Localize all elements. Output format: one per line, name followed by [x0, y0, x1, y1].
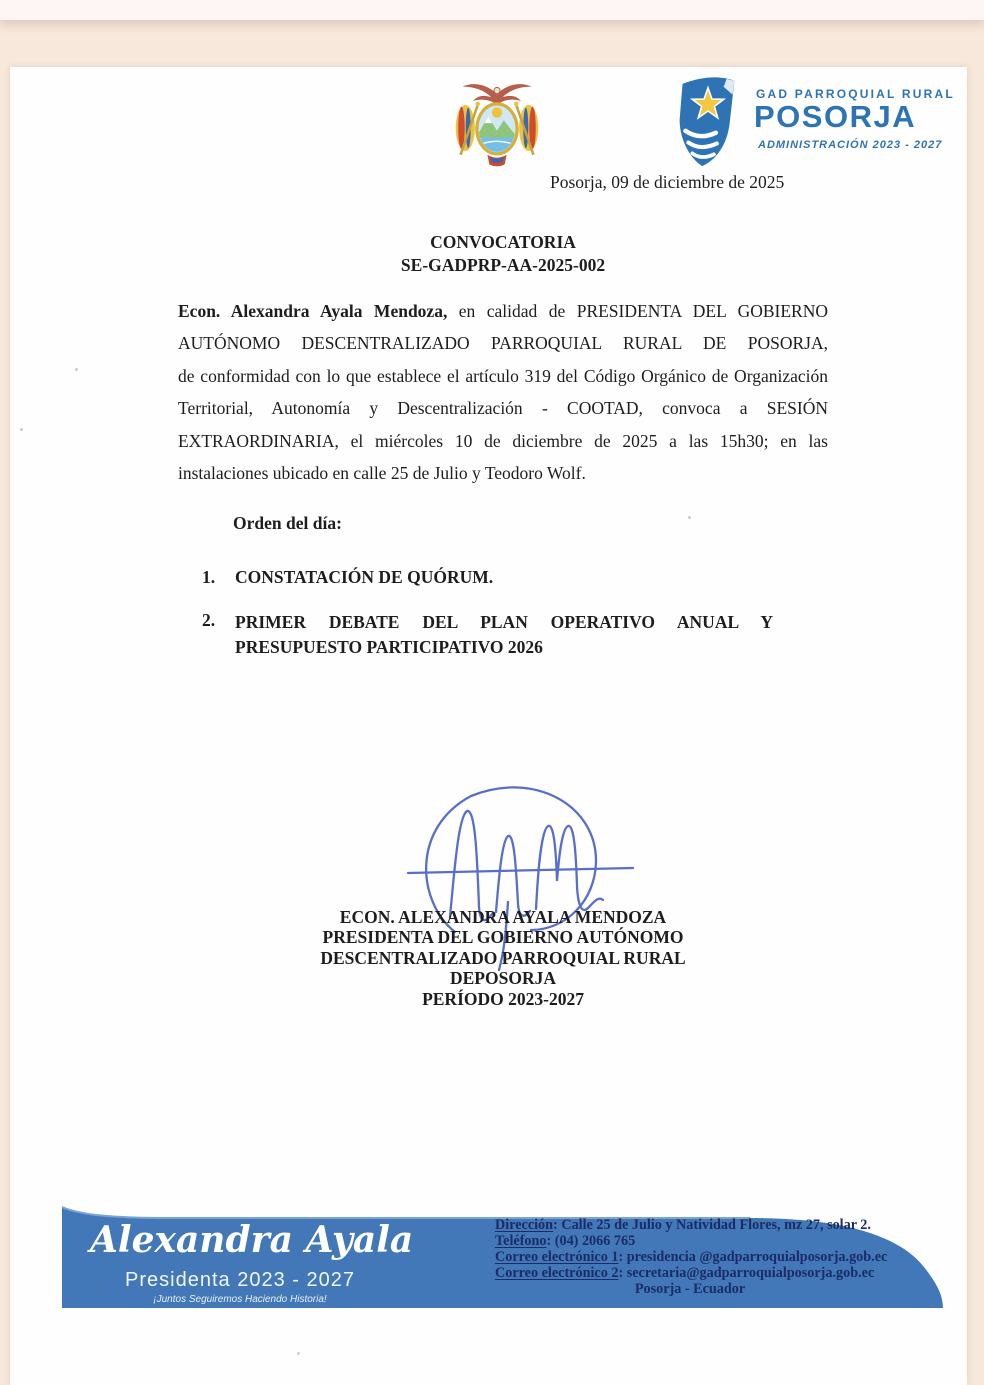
logo-administracion-text: ADMINISTRACIÓN 2023 - 2027 [758, 139, 943, 151]
scan-speck [297, 1352, 300, 1355]
signature-title-line: DEPOSORJA [450, 968, 556, 989]
agenda-heading: Orden del día: [233, 513, 342, 533]
body-paragraph [178, 295, 828, 489]
footer-contact-block [495, 1218, 915, 1298]
signature-block [178, 907, 828, 1009]
logo-posorja-text: POSORJA [754, 99, 917, 134]
scan-speck [20, 428, 23, 431]
contact-email-2: Correo electrónico 2: secretaria@gadparroquialposorja.gob.ec [495, 1264, 875, 1281]
paragraph-line: Econ. Alexandra Ayala Mendoza, en calidad de PRESIDENTA DEL GOBIERNO [178, 301, 828, 321]
paragraph-line: de conformidad con lo que establece el artículo 319 del Código Orgánico de Organización [178, 365, 828, 386]
photo-top-strip [0, 0, 984, 20]
paragraph-line: Territorial, Autonomía y Descentralización - COOTAD, convoca a SESIÓN [178, 398, 828, 419]
signature-name: ECON. ALEXANDRA AYALA MENDOZA [339, 907, 667, 927]
agenda-item-text: CONSTATACIÓN DE QUÓRUM. [235, 567, 494, 587]
footer-presidenta-subtitle: Presidenta 2023 - 2027 [125, 1269, 355, 1291]
agenda-item-number: 1. [202, 567, 216, 587]
contact-email-1: Correo electrónico 1: presidencia @gadparroquialposorja.gob.ec [495, 1248, 888, 1265]
scan-speck [75, 368, 78, 371]
ecuador-coat-of-arms-icon [447, 78, 547, 174]
agenda-item-text: PRIMER DEBATE DEL PLAN OPERATIVO ANUAL Y PRESUPUESTO PARTICIPATIVO 2026 [235, 612, 773, 657]
contact-address: Dirección: Calle 25 de Julio y Natividad Flores, mz 27, solar 2. [495, 1217, 871, 1233]
paragraph-line: EXTRAORDINARIA, el miércoles 10 de diciembre de 2025 a las 15h30; en las [178, 430, 828, 451]
paragraph-line: instalaciones ubicado en calle 25 de Julio y Teodoro Wolf. [178, 463, 586, 484]
footer-slogan: ¡Juntos Seguiremos Haciendo Historia! [153, 1294, 327, 1305]
signature-title-line: PRESIDENTA DEL GOBIERNO AUTÓNOMO [322, 927, 684, 948]
contact-phone: Teléfono: (04) 2066 765 [495, 1232, 636, 1249]
signature-title-line: DESCENTRALIZADO PARROQUIAL RURAL [320, 947, 686, 968]
agenda-item-number: 2. [202, 610, 216, 630]
date-line: Posorja, 09 de diciembre de 2025 [550, 172, 785, 192]
title-reference-code: SE-GADPRP-AA-2025-002 [400, 254, 606, 275]
title-convocatoria: CONVOCATORIA [430, 232, 576, 252]
logo-gad-parroquial-rural-text: GAD PARROQUIAL RURAL [756, 87, 955, 101]
scan-speck [688, 516, 691, 519]
paragraph-line: AUTÓNOMO DESCENTRALIZADO PARROQUIAL RURAL DE POSORJA, [178, 333, 828, 354]
signature-period: PERÍODO 2023-2027 [422, 988, 584, 1009]
document-page [10, 67, 967, 1385]
posorja-logo [672, 73, 955, 173]
contact-location: Posorja - Ecuador [634, 1280, 746, 1297]
footer-script-name: Alexandra Ayala [90, 1219, 414, 1261]
document-title [178, 231, 828, 276]
posorja-shield-star-icon [672, 75, 744, 169]
footer-banner [62, 1205, 943, 1308]
signer-name-bold: Econ. Alexandra Ayala Mendoza, [178, 301, 448, 321]
